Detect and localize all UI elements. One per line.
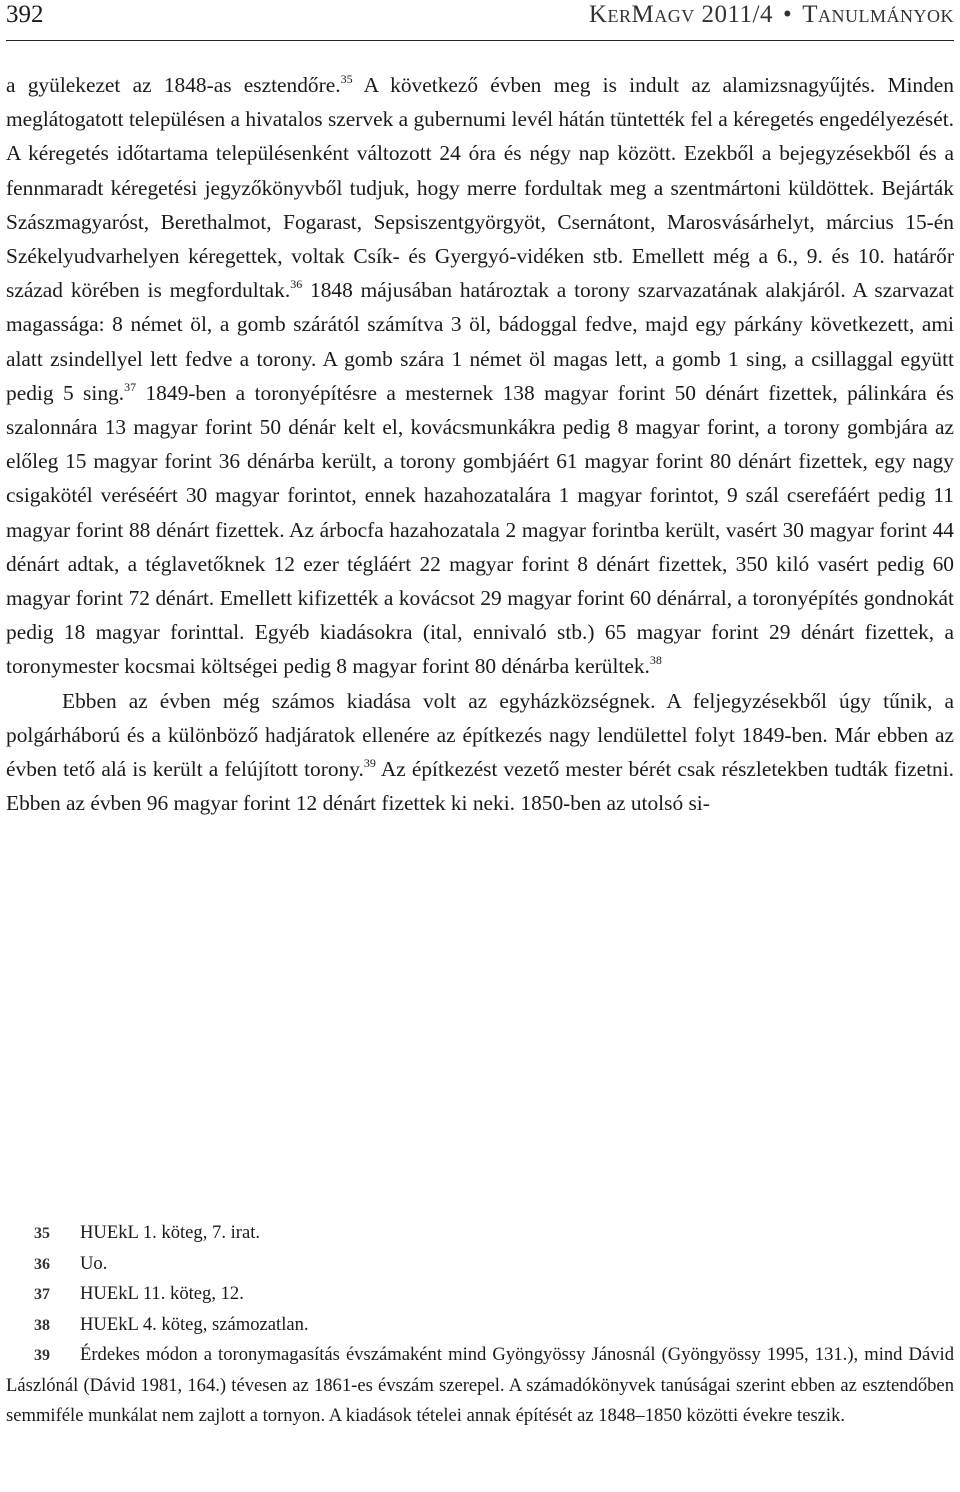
footnote-ref: 38 [649, 653, 662, 668]
text-run: A következő évben meg is indult az alamizsnagyűjtés. Minden meglátogatott településen a hivatalos szervek a gubernumi levél hátán tüntették fel a kéregetés engedélyezését. A kéregetés időtartama településenként változott 24 óra és négy nap között. Ezekből a bejegyzésekből és a fennmaradt kéregetési jegyzőkönyvből tudjuk, hogy merre fordultak meg a szentmártoni küldöttek. Bejárták Szászmagyaróst, Berethalmot, Fogarast, Sepsiszentgyörgyöt, Csernátont, Marosvásárhelyt, március 15-én Székelyudvarhelyen kéregettek, voltak Csík- és Gyergyó-vidéken stb. Emellett még a 6., 9. és 10. határőr század körében is megfordultak. [6, 73, 954, 303]
footnote-number: 36 [34, 1255, 50, 1273]
paragraph-1 [6, 68, 954, 684]
footnote-37 [6, 1279, 954, 1310]
footnote-36 [6, 1249, 954, 1280]
footnote-ref: 39 [363, 756, 376, 771]
footnote-number: 38 [34, 1316, 50, 1334]
footnote-39 [6, 1340, 954, 1430]
bullet-separator: • [782, 1, 793, 28]
text-run: 1849-ben a toronyépítésre a mesternek 138 magyar forint 50 dénárt fizettek, pálinkára és szalonnára 13 magyar forint 50 dénár kelt el, kovácsmunkákra pedig 8 magyar forint, a torony gombjára az előleg 15 magyar forint 36 dénárba került, a torony gombjáért 61 magyar forint 80 dénárt fizettek, egy nagy csigakötél veréséért 30 magyar forintot, ennek hazahozatalára 1 magyar forintot, 9 szál cserefáért pedig 11 magyar forint 88 dénárt fizettek. Az árbocfa hazahozatala 2 magyar forintba került, vasért 30 magyar forint 44 dénárt adtak, a téglavetőknek 12 ezer tégláért 22 magyar forint 8 dénárt fizettek, 350 kiló vasért pedig 60 magyar forint 72 dénárt. Emellett kifizették a kovácsot 29 magyar forint 60 dénárral, a toronyépítés gondnokát pedig 18 magyar forinttal. Egyéb kiadásokra (ital, ennivaló stb.) 65 magyar forint 29 dénárt fizettek, a toronymester kocsmai költségei pedig 8 magyar forint 80 dénárba kerültek. [6, 380, 954, 679]
journal-title: KerMagv 2011/4 [588, 1, 773, 28]
footnote-text: Érdekes módon a toronymagasítás évszámaként mind Gyöngyössy Jánosnál (Gyöngyössy 1995, 131.), mind Dávid Lászlónál (Dávid 1981, 164.) tévesen az 1861-es évszám szerepel. A számadókönyvek tanúságai szerint ebben az esztendőben semmiféle munkálat nem zajlott a tornyon. A kiadások tételei annak építését az 1848–1850 közötti évekre teszik. [6, 1344, 954, 1426]
footnote-text: HUEkL 1. köteg, 7. irat. [80, 1222, 261, 1243]
main-text [6, 68, 954, 820]
footnote-text: Uo. [80, 1252, 108, 1274]
text-run: a gyülekezet az 1848-as esztendőre. [6, 73, 341, 97]
paragraph-2 [6, 684, 954, 821]
section-title: Tanulmányok [802, 1, 954, 28]
footnote-ref: 37 [124, 379, 137, 394]
footnote-text: HUEkL 4. köteg, számozatlan. [80, 1313, 309, 1335]
page-number: 392 [6, 1, 44, 28]
footnote-35 [6, 1218, 954, 1249]
footnotes [6, 1218, 954, 1430]
text-run: 1848 májusában határoztak a torony szarvazatának alakjáról. A szarvazat magassága: 8 német öl, a gomb szárától számítva 3 öl, bádoggal fedve, majd egy párkány következett, ami alatt zsindellyel lett fedve a torony. A gomb szára 1 német öl magas lett, a gomb 1 sing, a csillaggal együtt pedig 5 sing. [6, 278, 954, 405]
footnote-ref: 36 [290, 277, 303, 292]
footnote-number: 35 [34, 1225, 50, 1242]
running-header [6, 0, 954, 41]
footnote-number: 39 [34, 1347, 50, 1365]
footnote-ref: 35 [340, 72, 353, 86]
footnote-38 [6, 1310, 954, 1341]
footnote-text: HUEkL 11. köteg, 12. [80, 1283, 244, 1305]
footnote-number: 37 [34, 1286, 50, 1304]
running-head [589, 0, 954, 30]
text-run: Ebben az évben még számos kiadása volt az egyházközségnek. A feljegyzésekből úgy tűnik, a polgárháború és a különböző hadjáratok ellenére az építkezés nagy lendülettel folyt 1849-ben. Már ebben az évben tető alá is került a felújított torony. [6, 688, 954, 782]
text-run: Az építkezést vezető mester bérét csak részletekben tudták fizetni. Ebben az évben 96 magyar forint 12 dénárt fizettek ki neki. 1850-ben az utolsó si- [6, 757, 954, 816]
